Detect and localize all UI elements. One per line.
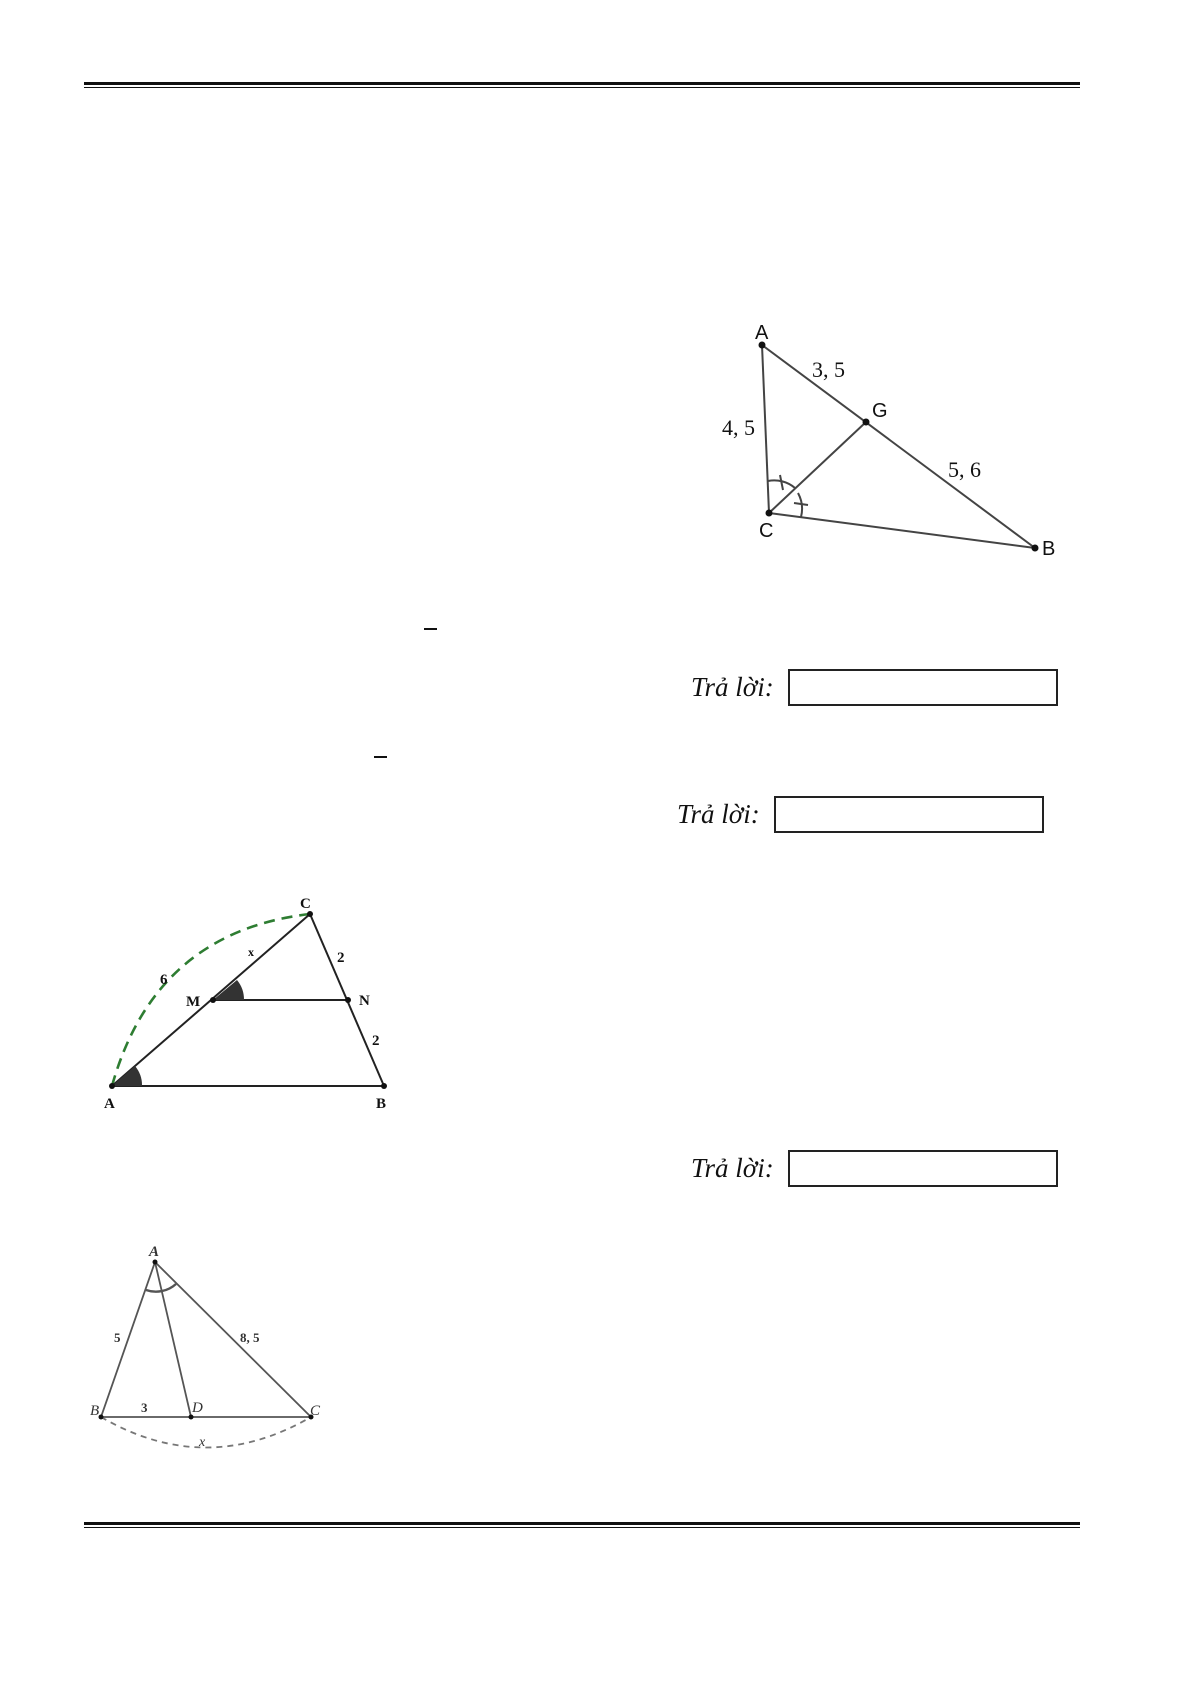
point-B xyxy=(381,1083,387,1089)
segment-AB xyxy=(101,1262,155,1417)
label-D: D xyxy=(192,1400,203,1416)
point-B xyxy=(99,1415,104,1420)
label-G: G xyxy=(872,400,888,422)
label-C: C xyxy=(300,896,311,912)
length-MC: x xyxy=(248,945,254,959)
length-CN: 2 xyxy=(337,950,345,966)
point-C xyxy=(766,510,773,517)
label-A: A xyxy=(149,1244,160,1260)
answer-label-3: Trả lời: xyxy=(691,1153,774,1183)
label-C: C xyxy=(310,1403,321,1419)
length-AG: 3, 5 xyxy=(812,357,845,382)
segment-CG xyxy=(769,422,866,513)
segment-AC xyxy=(762,345,769,513)
label-M: M xyxy=(186,994,201,1010)
figure-triangle-parallel xyxy=(100,890,410,1120)
angle-M-sector xyxy=(213,980,244,1000)
segment-AC xyxy=(155,1262,311,1417)
dashed-arc-BC xyxy=(101,1417,311,1448)
fraction-bar-1 xyxy=(424,628,437,630)
answer-box-3[interactable] xyxy=(788,1150,1058,1187)
length-AC: 6 xyxy=(160,972,168,988)
label-A: A xyxy=(755,322,769,344)
point-B xyxy=(1032,545,1039,552)
point-A xyxy=(153,1260,158,1265)
header-rule xyxy=(84,82,1080,88)
label-B: B xyxy=(1042,538,1056,560)
point-M xyxy=(210,997,216,1003)
length-BD: 3 xyxy=(141,1400,148,1415)
answer-label-1: Trả lời: xyxy=(691,672,774,702)
figure-triangle-bisector xyxy=(700,315,1070,565)
label-A: A xyxy=(104,1096,115,1112)
label-N: N xyxy=(359,993,370,1009)
angle-tick-1 xyxy=(780,475,783,490)
answer-box-1[interactable] xyxy=(788,669,1058,706)
label-C: C xyxy=(759,520,774,542)
point-A xyxy=(109,1083,115,1089)
length-AC: 8, 5 xyxy=(240,1330,260,1345)
length-AC: 4, 5 xyxy=(722,415,755,440)
figure-triangle-AD-bisector xyxy=(88,1240,338,1455)
length-BC: x xyxy=(199,1435,206,1450)
label-B: B xyxy=(376,1096,387,1112)
point-G xyxy=(863,419,870,426)
answer-label-2: Trả lời: xyxy=(677,799,760,829)
length-GB: 5, 6 xyxy=(948,457,981,482)
answer-row-3 xyxy=(691,1150,1058,1187)
answer-row-2 xyxy=(677,796,1044,833)
angle-tick-2 xyxy=(794,503,808,505)
point-N xyxy=(345,997,351,1003)
angle-A-sector xyxy=(112,1066,142,1086)
answer-box-2[interactable] xyxy=(774,796,1044,833)
answer-row-1 xyxy=(691,669,1058,706)
footer-rule xyxy=(84,1522,1080,1528)
label-B: B xyxy=(90,1403,100,1419)
fraction-bar-2 xyxy=(374,756,387,758)
length-NB: 2 xyxy=(372,1033,380,1049)
length-AB: 5 xyxy=(114,1330,121,1345)
